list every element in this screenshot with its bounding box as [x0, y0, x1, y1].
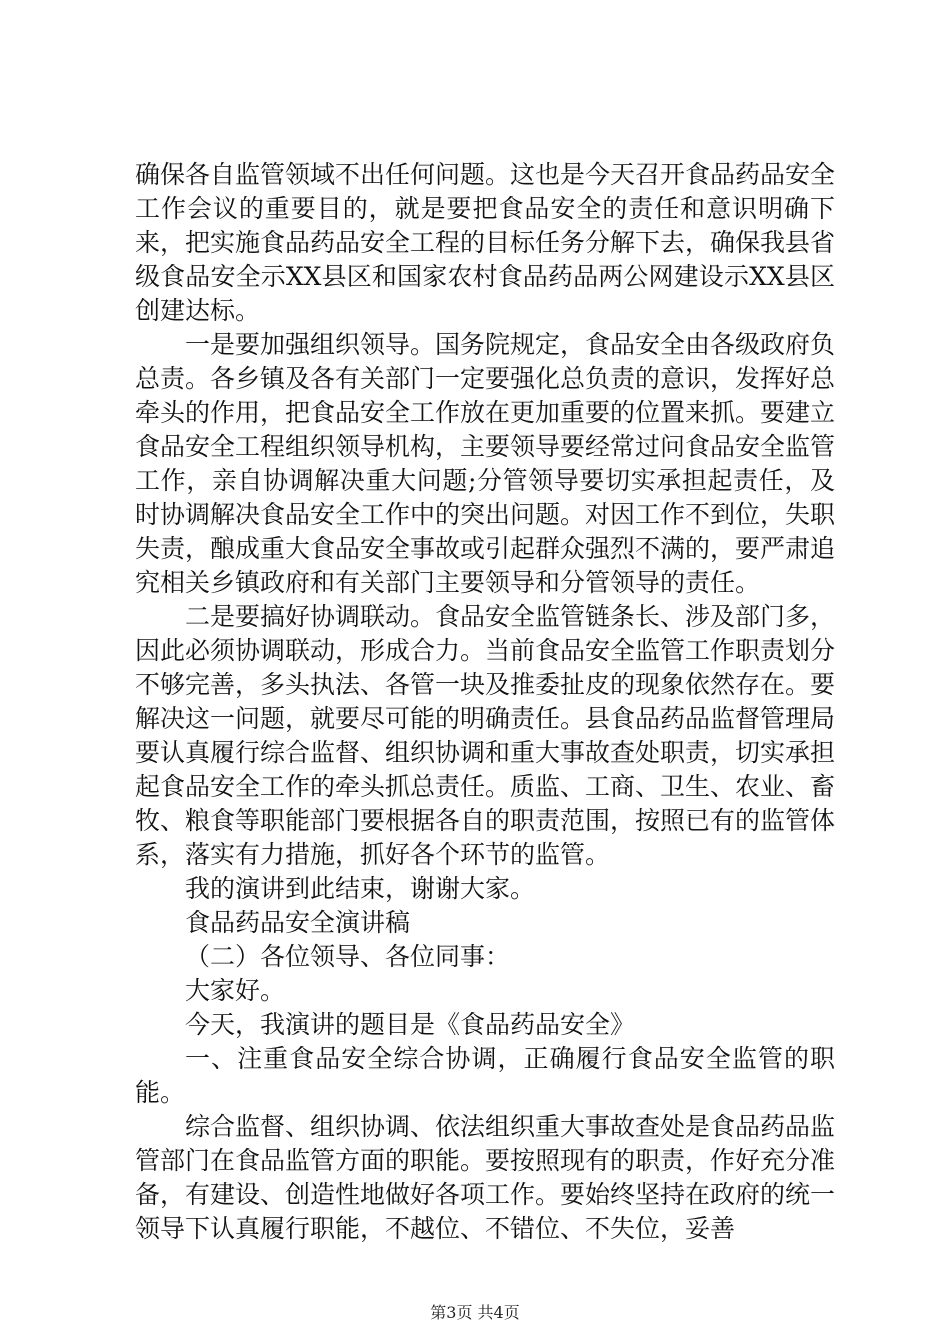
salutation: （二）各位领导、各位同事： — [185, 942, 511, 971]
section-title: 食品药品安全演讲稿 — [185, 908, 411, 937]
topic-line: 今天，我演讲的题目是《食品药品安全》 — [185, 1010, 636, 1039]
paragraph-10: 综合监督、组织协调、依法组织重大事故查处是食品药品监管部门在食品监管方面的职能。要按照现有的职责，作好充分准备，有建设、创造性地做好各项工作。要始终坚持在政府的统一领导下认真履行职能，不越位、不错位、不失位，妥善 — [135, 1112, 836, 1243]
paragraph-3: 二是要搞好协调联动。食品安全监管链条长、涉及部门多，因此必须协调联动，形成合力。当前食品安全监管工作职责划分不够完善，多头执法、各管一块及推委扯皮的现象依然存在。要解决这一问题，就要尽可能的明确责任。县食品药品监督管理局要认真履行综合监督、组织协调和重大事故查处职责，切实承担起食品安全工作的牵头抓总责任。质监、工商、卫生、农业、畜牧、粮食等职能部门要根据各自的职责范围，按照已有的监管体系，落实有力措施，抓好各个环节的监管。 — [135, 602, 836, 869]
paragraph-2: 一是要加强组织领导。国务院规定，食品安全由各级政府负总责。各乡镇及各有关部门一定要强化总负责的意识，发挥好总牵头的作用，把食品安全工作放在更加重要的位置来抓。要建立食品安全工程组织领导机构，主要领导要经常过问食品安全监管工作，亲自协调解决重大问题;分管领导要切实承担起责任，及时协调解决食品安全工作中的突出问题。对因工作不到位，失职失责，酿成重大食品安全事故或引起群众强烈不满的，要严肃追究相关乡镇政府和有关部门主要领导和分管领导的责任。 — [135, 330, 836, 597]
greeting: 大家好。 — [185, 976, 286, 1005]
point-heading-1: 一、注重食品安全综合协调，正确履行食品安全监管的职能。 — [135, 1044, 835, 1107]
page-number-footer: 第3页 共4页 — [430, 1303, 520, 1322]
paragraph-4: 我的演讲到此结束，谢谢大家。 — [185, 874, 536, 903]
document-body — [135, 158, 835, 1246]
paragraph-1: 确保各自监管领域不出任何问题。这也是今天召开食品药品安全工作会议的重要目的，就是要把食品安全的责任和意识明确下来，把实施食品药品安全工程的目标任务分解下去，确保我县省级食品安全示XX县区和国家农村食品药品两公网建设示XX县区创建达标。 — [135, 160, 836, 325]
